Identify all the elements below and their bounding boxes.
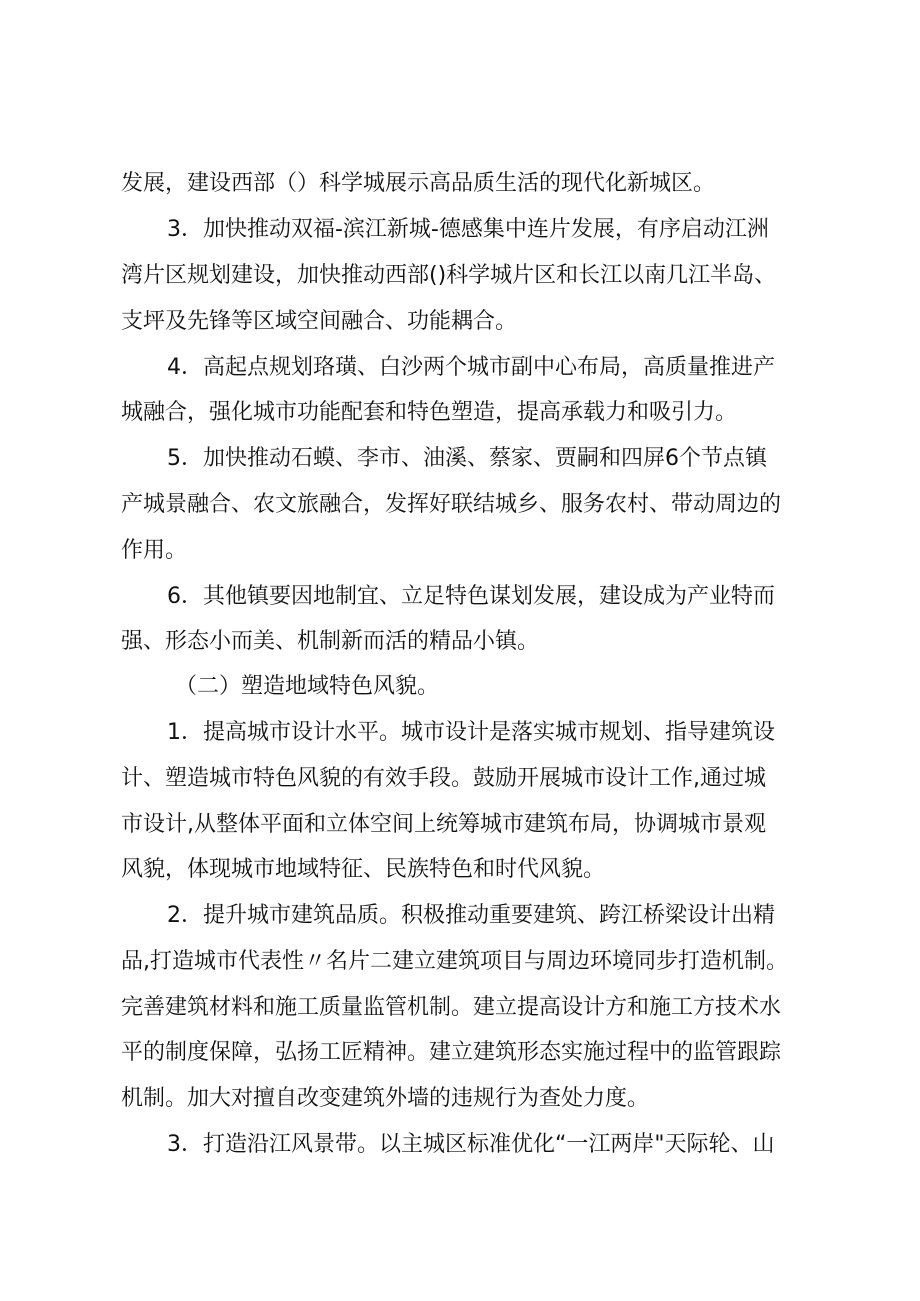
text-line: 2．提升城市建筑品质。积极推动重要建筑、跨江桥梁设计出精 — [167, 903, 775, 928]
text-line: 市设计,从整体平面和立体空间上统筹城市建筑布局，协调城市景观 — [121, 812, 766, 837]
text-line: 支坪及先锋等区域空间融合、功能耦合。 — [121, 309, 518, 334]
text-line: 湾片区规划建设，加快推动西部()科学城片区和长江以南几江半岛、 — [121, 263, 777, 288]
text-line: 3．加快推动双福-滨江新城-德感集中连片发展，有序启动江洲 — [167, 217, 769, 242]
text-line: 风貌，体现城市地域特征、民族特色和时代风貌。 — [121, 857, 606, 882]
text-line: 完善建筑材料和施工质量监管机制。建立提高设计方和施工方技术水 — [121, 995, 782, 1020]
text-line: 发展，建设西部（）科学城展示高品质生活的现代化新城区。 — [121, 171, 716, 196]
text-line: 强、形态小而美、机制新而活的精品小镇。 — [121, 629, 540, 654]
text-line: 机制。加大对擅自改变建筑外墙的违规行为查处力度。 — [121, 1086, 650, 1111]
text-line: 作用。 — [121, 538, 188, 563]
text-line: 计、塑造城市特色风貌的有效手段。鼓励开展城市设计工作,通过城 — [121, 766, 766, 791]
text-line: 产城景融合、农文旅融合，发挥好联结城乡、服务农村、带动周边的 — [121, 492, 782, 517]
text-line: 品,打造城市代表性〃名片二建立建筑项目与周边环境同步打造机制。 — [121, 949, 788, 974]
text-line: 城融合，强化城市功能配套和特色塑造，提高承载力和吸引力。 — [121, 400, 738, 425]
text-line: 1．提高城市设计水平。城市设计是落实城市规划、指导建筑设 — [167, 720, 775, 745]
section-heading: （二）塑造地域特色风貌。 — [175, 674, 440, 699]
text-line: 3．打造沿江风景带。以主城区标准优化“一江两岸"天际轮、山 — [167, 1132, 775, 1157]
text-line: 5．加快推动石蟆、李市、油溪、蔡家、贾嗣和四屏6个节点镇 — [167, 446, 767, 471]
text-line: 平的制度保障，弘扬工匠精神。建立建筑形态实施过程中的监管跟踪 — [121, 1040, 782, 1065]
text-line: 6．其他镇要因地制宜、立足特色谋划发展，建设成为产业特而 — [167, 584, 775, 609]
text-line: 4．高起点规划珞璜、白沙两个城市副中心布局，高质量推进产 — [167, 355, 775, 380]
